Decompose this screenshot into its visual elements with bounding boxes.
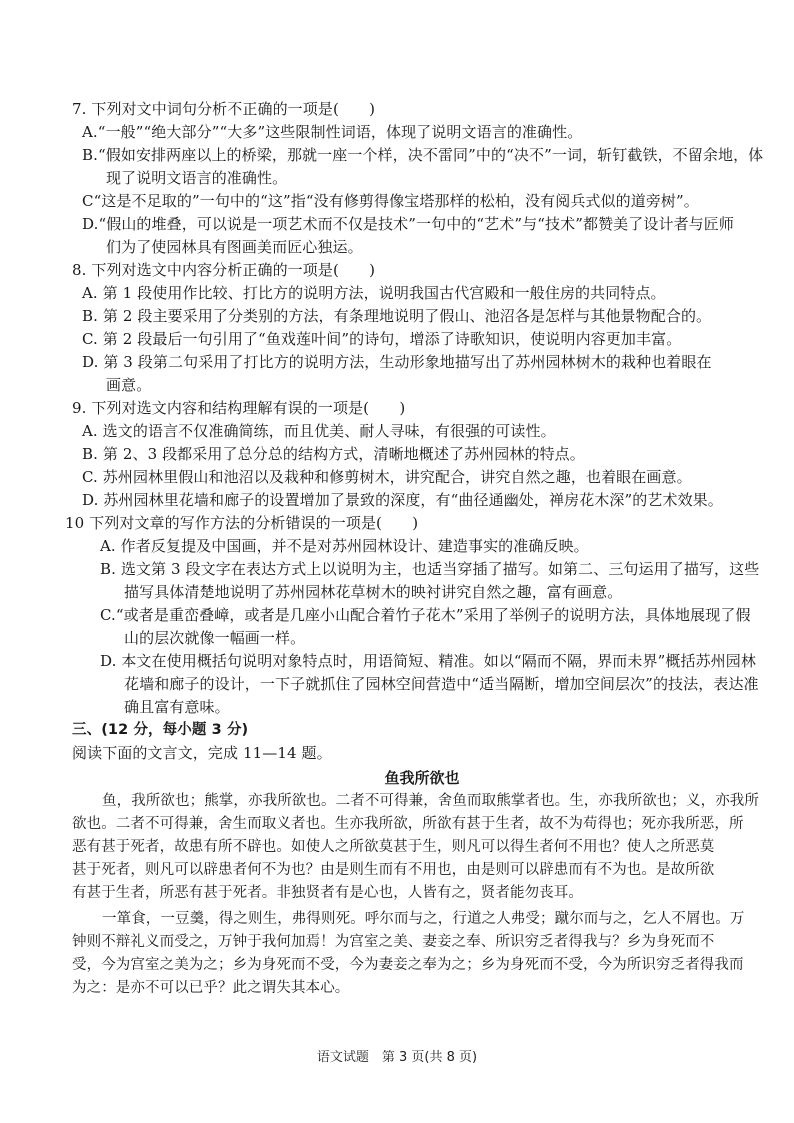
section-3	[72, 719, 772, 765]
passage-line: 甚于死者，则凡可以辟患者何不为也？由是则生而有不用也，由是则可以辟患而有不为也。是故所欲	[72, 862, 715, 878]
question-7-option-b-cont: 现了说明文语言的准确性。	[106, 169, 288, 187]
passage-line: 恶有甚于死者，故患有所不辟也。如使人之所欲莫甚于生，则凡可以得生者何不用也？使人之所恶莫	[72, 839, 715, 855]
question-7-option-d: D.“假山的堆叠，可以说是一项艺术而不仅是技术”一句中的“艺术”与“技术”都赞美了设计者与匠师	[82, 215, 734, 233]
question-7-option-d-cont: 们为了使园林具有图画美而匠心独运。	[106, 238, 363, 256]
question-10-option-a: A. 作者反复提及中国画，并不是对苏州园林设计、建造事实的准确反映。	[100, 537, 589, 555]
question-7-stem: 7. 下列对文中词句分析不正确的一项是( )	[72, 100, 376, 118]
question-10	[65, 512, 772, 719]
question-8	[72, 259, 772, 397]
page-footer: 语文试题 第 3 页(共 8 页)	[316, 1050, 478, 1065]
passage-line: 一箪食，一豆羹，得之则生，弗得则死。呼尔而与之，行道之人弗受；蹴尔而与之，乞人不屑也。万	[102, 911, 745, 927]
question-9	[72, 397, 772, 512]
question-10-option-d-cont-2: 确且富有意味。	[124, 698, 230, 716]
passage-line: 欲也。二者不可得兼，舍生而取义者也。生亦我所欲，所欲有甚于生者，故不为苟得也；死亦我所恶，所	[72, 816, 744, 832]
passage-line: 鱼，我所欲也；熊掌，亦我所欲也。二者不可得兼，舍鱼而取熊掌者也。生，亦我所欲也；义，亦我所	[102, 793, 759, 809]
question-8-stem: 8. 下列对选文中内容分析正确的一项是( )	[72, 261, 376, 279]
question-8-option-d-cont: 画意。	[106, 376, 152, 394]
question-10-option-d-cont-1: 花墙和廊子的设计，一下子就抓住了园林空间营造中“适当隔断，增加空间层次”的技法，表达准	[124, 675, 759, 693]
question-10-option-c: C.“或者是重峦叠嶂，或者是几座小山配合着竹子花木”采用了举例子的说明方法，具体地展现了假	[100, 606, 751, 624]
passage-line: 为之：是亦不可以已乎？此之谓失其本心。	[72, 980, 350, 996]
question-8-option-a: A. 第 1 段使用作比较、打比方的说明方法，说明我国古代宫殿和一般住房的共同特点。	[82, 284, 666, 302]
passage-line: 有甚于生者，所恶有甚于死者。非独贤者有是心也，人皆有之，贤者能勿丧耳。	[72, 885, 583, 901]
passage-title: 鱼我所欲也	[384, 769, 460, 787]
passage-paragraph-2	[72, 908, 772, 1000]
question-8-option-b: B. 第 2 段主要采用了分类别的方法，有条理地说明了假山、池沼各是怎样与其他景物配合的。	[82, 307, 712, 325]
question-7-option-a: A.“一般”“绝大部分”“大多”这些限制性词语，体现了说明文语言的准确性。	[82, 123, 583, 141]
question-7	[72, 98, 772, 259]
page-content	[65, 98, 772, 1000]
passage-paragraph-1	[72, 790, 772, 905]
question-9-option-b: B. 第 2、3 段都采用了总分总的结构方式，清晰地概述了苏州园林的特点。	[82, 445, 585, 463]
question-9-option-c: C. 苏州园林里假山和池沼以及栽种和修剪树木，讲究配合，讲究自然之趣，也着眼在画意。	[82, 468, 692, 486]
question-7-option-c: C“这是不足取的”一句中的“这”指“没有修剪得像宝塔那样的松柏，没有阅兵式似的道旁树”。	[82, 192, 699, 210]
question-10-option-c-cont: 山的层次就像一幅画一样。	[124, 629, 306, 647]
passage-line: 受，今为宫室之美为之；乡为身死而不受，今为妻妾之奉为之；乡为身死而不受，今为所识穷乏者得我而	[72, 957, 744, 973]
question-9-option-d: D. 苏州园林里花墙和廊子的设置增加了景致的深度，有“曲径通幽处，禅房花木深”的艺术效果。	[82, 491, 723, 509]
question-8-option-c: C. 第 2 段最后一句引用了“鱼戏莲叶间”的诗句，增添了诗歌知识，使说明内容更加丰富。	[82, 330, 682, 348]
question-10-option-d: D. 本文在使用概括句说明对象特点时，用语简短、精准。如以“隔而不隔，界而未界”概括苏州园林	[100, 652, 756, 670]
question-9-option-a: A. 选文的语言不仅准确简练，而且优美、耐人寻味，有很强的可读性。	[82, 422, 556, 440]
question-8-option-d: D. 第 3 段第二句采用了打比方的说明方法，生动形象地描写出了苏州园林树木的栽种也着眼在	[82, 353, 712, 371]
question-10-option-b: B. 选文第 3 段文字在表达方式上以说明为主，也适当穿插了描写。如第二、三句运用了描写，这些	[100, 560, 760, 578]
question-7-option-b: B.“假如安排两座以上的桥梁，那就一座一个样，决不雷同”中的“决不”一词，斩钉截铁，不留余地，体	[82, 146, 764, 164]
section-3-heading: 三、(12 分，每小题 3 分)	[72, 722, 249, 738]
question-9-stem: 9. 下列对选文内容和结构理解有误的一项是( )	[72, 399, 406, 417]
question-10-stem: 10 下列对文章的写作方法的分析错误的一项是( )	[65, 514, 419, 532]
section-3-instruction: 阅读下面的文言文，完成 11—14 题。	[72, 744, 332, 762]
question-10-option-b-cont: 描写具体清楚地说明了苏州园林花草树木的映衬讲究自然之趣，富有画意。	[124, 583, 623, 601]
passage-line: 钟则不辩礼义而受之，万钟于我何加焉！为宫室之美、妻妾之奉、所识穷乏者得我与？乡为身死而不	[72, 934, 715, 950]
